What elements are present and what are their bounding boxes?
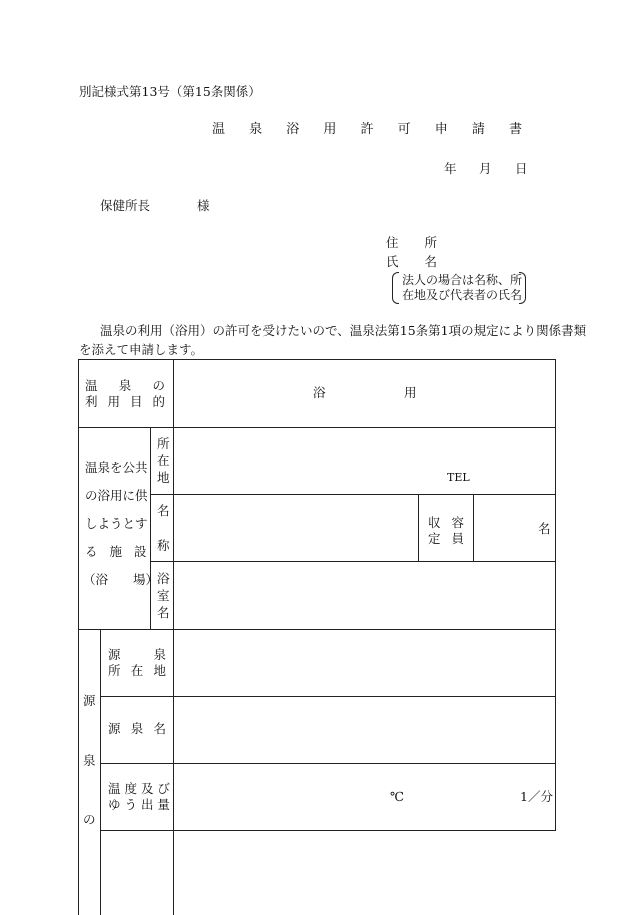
name-label-char-1: 名 — [157, 503, 170, 518]
facility-label-4: る 施 設 — [85, 544, 151, 559]
application-table — [78, 359, 556, 915]
date-month: 月 — [479, 161, 492, 176]
temp-flow-label-1: 温 度 及 び — [108, 781, 170, 796]
form-id: 別記様式第13号（第15条関係） — [79, 84, 261, 99]
facility-label-1: 温泉を公共 — [85, 460, 148, 475]
location-label-char-3: 地 — [157, 470, 170, 485]
tel-label: TEL — [447, 471, 470, 484]
table-line — [100, 629, 101, 915]
table-line — [78, 359, 79, 915]
source-side-char-1: 源 — [83, 693, 96, 708]
date-day: 日 — [515, 161, 528, 176]
temp-flow-label-2: ゆ う 出 量 — [108, 797, 170, 812]
table-line — [100, 830, 556, 831]
table-line — [100, 763, 556, 764]
purpose-label-line-2: 利 用 目 的 — [85, 394, 165, 409]
body-text-line-1: 温泉の利用（浴用）の許可を受けたいので、温泉法第15条第1項の規定により関係書類 — [100, 323, 587, 338]
source-side-char-3: の — [83, 812, 96, 827]
source-side-char-2: 泉 — [83, 753, 96, 768]
document-title: 温 泉 浴 用 許 可 申 請 書 — [212, 122, 533, 137]
capacity-unit: 名 — [538, 521, 551, 536]
capacity-label-line-1: 収 容 — [428, 515, 464, 530]
table-line — [78, 629, 556, 630]
location-label-char-1: 所 — [157, 436, 170, 451]
temperature-unit: ℃ — [390, 789, 404, 804]
note-line-1: 法人の場合は名称、所 — [402, 273, 523, 287]
location-label-char-2: 在 — [157, 453, 170, 468]
flow-unit: 1／分 — [520, 789, 553, 804]
bathroom-label-char-1: 浴 — [157, 571, 170, 586]
addressee: 保健所長 — [100, 198, 151, 213]
body-text-line-2: を添えて申請します。 — [79, 342, 204, 357]
table-line — [78, 359, 556, 360]
date-year: 年 — [444, 161, 457, 176]
left-brace — [392, 272, 399, 304]
facility-label-3: しようとす — [85, 516, 148, 531]
name-label-char-2: 称 — [157, 538, 170, 553]
purpose-value-1: 浴 — [313, 385, 326, 400]
table-line — [150, 494, 556, 495]
source-name-label: 源 泉 名 — [108, 721, 166, 736]
source-location-line-2: 所 在 地 — [108, 663, 166, 678]
applicant-name-label: 氏 名 — [386, 254, 448, 269]
facility-label-5: （浴 場） — [83, 572, 159, 587]
note-line-2: 在地及び代表者の氏名 — [402, 288, 523, 302]
purpose-value-2: 用 — [404, 385, 417, 400]
table-line — [150, 427, 151, 629]
table-line — [173, 830, 174, 915]
corporate-note — [392, 272, 526, 302]
bathroom-label-char-2: 室 — [157, 588, 170, 603]
table-line — [555, 359, 556, 830]
honorific: 様 — [197, 198, 210, 213]
capacity-label-line-2: 定 員 — [428, 531, 464, 546]
table-line — [473, 494, 474, 561]
table-line — [150, 561, 556, 562]
bathroom-label-char-3: 名 — [157, 605, 170, 620]
facility-label-2: の浴用に供 — [85, 488, 148, 503]
applicant-address-label: 住 所 — [386, 235, 448, 250]
table-line — [173, 359, 174, 832]
table-line — [418, 494, 419, 561]
source-location-line-1: 源 泉 — [108, 647, 166, 662]
purpose-label-line-1: 温 泉 の — [85, 378, 165, 393]
table-line — [100, 696, 556, 697]
